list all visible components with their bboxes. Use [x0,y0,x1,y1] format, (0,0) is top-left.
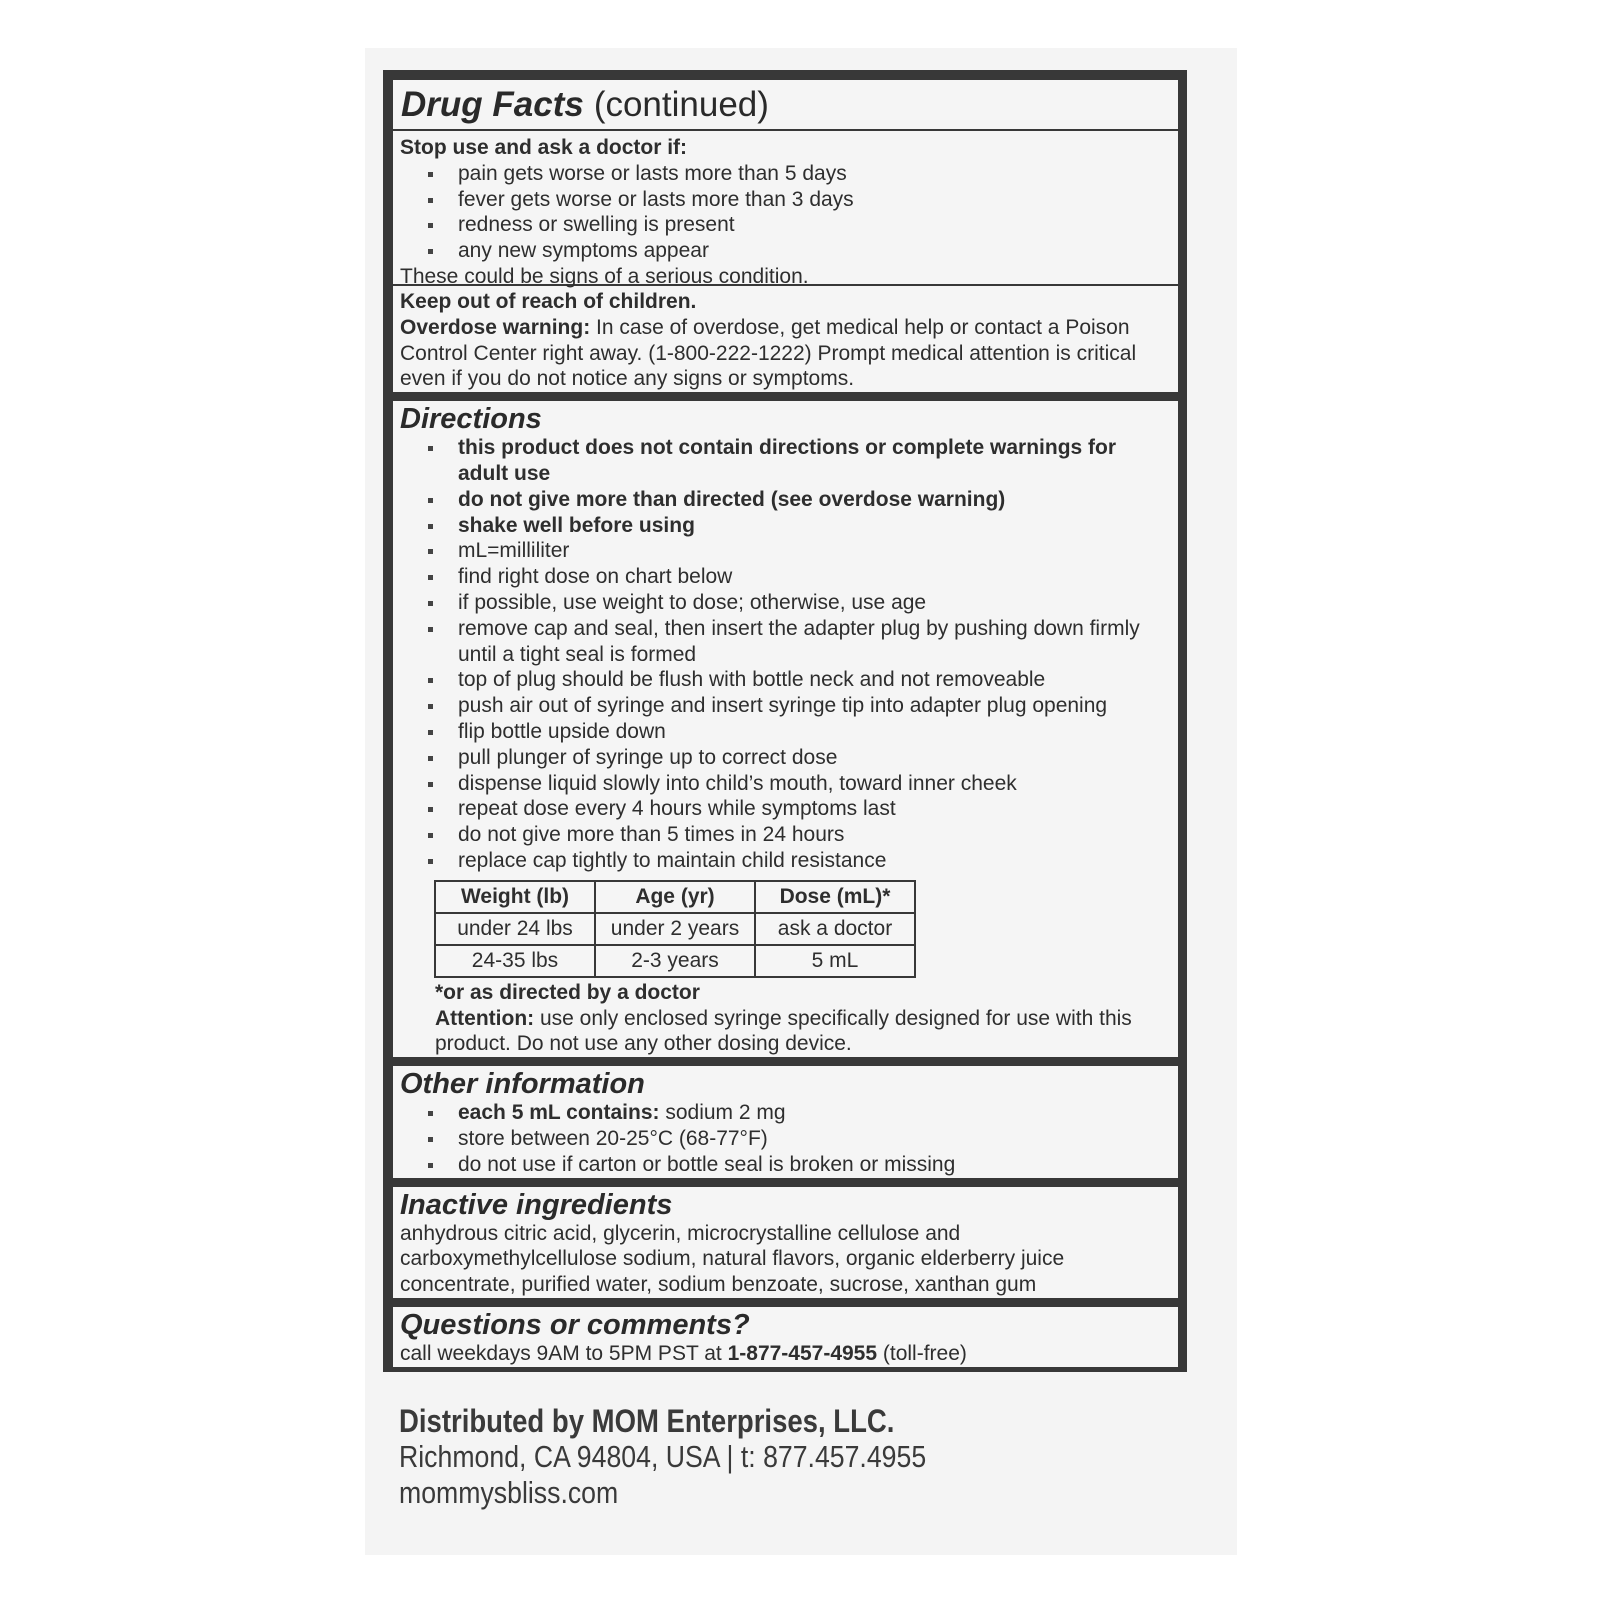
directions-list [400,435,1170,874]
table-cell: 24-35 lbs [435,945,595,977]
distributor-name: Distributed by MOM Enterprises, LLC. [399,1403,895,1439]
table-row [435,913,915,945]
other-info-list [400,1100,1170,1177]
table-cell: under 2 years [595,913,755,945]
directions-section [393,401,1178,1057]
drug-facts-title [393,80,1178,131]
list-item: fever gets worse or lasts more than 3 days [400,187,1170,213]
list-item: repeat dose every 4 hours while symptoms last [400,796,1170,822]
list-item: flip bottle upside down [400,719,1170,745]
list-item: any new symptoms appear [400,238,1170,264]
overdose-label: Overdose warning: [400,315,591,339]
distributor-block [399,1403,1199,1511]
questions-text-before: call weekdays 9AM to 5PM PST at [400,1341,728,1365]
list-item: do not give more than directed (see overdose warning) [400,487,1170,513]
questions-text-after: (toll-free) [877,1341,967,1365]
directions-heading: Directions [400,403,542,436]
panel-directions [393,401,1178,1057]
table-row [435,945,915,977]
panel-other-information [393,1066,1178,1177]
list-item: do not give more than 5 times in 24 hours [400,822,1170,848]
questions-heading: Questions or comments? [400,1308,750,1341]
list-item: if possible, use weight to dose; otherwise, use age [400,590,1170,616]
list-item [400,1100,1170,1126]
questions-section [393,1307,1178,1367]
keep-out-heading: Keep out of reach of children. [400,290,697,313]
list-item: shake well before using [400,513,1170,539]
stop-use-footer: These could be signs of a serious condition. [400,264,809,288]
table-header-row [435,881,915,913]
panel-warnings [393,80,1178,392]
stop-use-section [393,131,1178,286]
list-item: redness or swelling is present [400,212,1170,238]
inactive-text: anhydrous citric acid, glycerin, microcrystalline cellulose and carboxymethylcellulose sodium, natural flavors, organic elderberry juice concentrate, purified water, sodium benzoate, sucrose, xanthan gum [400,1221,1065,1297]
sodium-label: each 5 mL contains: [458,1101,660,1125]
panel-inactive-ingredients [393,1187,1178,1298]
table-header: Dose (mL)* [755,881,915,913]
table-header: Age (yr) [595,881,755,913]
list-item: top of plug should be flush with bottle neck and not removeable [400,667,1170,693]
list-item: store between 20-25°C (68-77°F) [400,1126,1170,1152]
list-item: pain gets worse or lasts more than 5 days [400,161,1170,187]
keep-out-section [393,286,1178,392]
dosing-table [434,880,916,978]
title-bold: Drug Facts [401,85,584,124]
list-item: replace cap tightly to maintain child resistance [400,848,1170,874]
table-cell: 5 mL [755,945,915,977]
list-item: this product does not contain directions or complete warnings for adult use [400,435,1170,487]
other-info-heading: Other information [400,1068,645,1101]
table-cell: under 24 lbs [435,913,595,945]
list-item: mL=milliliter [400,538,1170,564]
list-item: pull plunger of syringe up to correct dose [400,745,1170,771]
distributor-address: Richmond, CA 94804, USA | t: 877.457.4955 [399,1439,927,1474]
list-item: dispense liquid slowly into child’s mouth, toward inner cheek [400,771,1170,797]
title-rest: (continued) [593,85,769,124]
questions-text [400,1341,1170,1367]
attention-label: Attention: [435,1006,535,1030]
distributor-website: mommysbliss.com [399,1475,619,1510]
list-item: push air out of syringe and insert syringe tip into adapter plug opening [400,693,1170,719]
panel-questions [393,1307,1178,1367]
attention-note [400,1006,1170,1058]
stop-use-heading: Stop use and ask a doctor if: [400,136,688,159]
table-cell: 2-3 years [595,945,755,977]
inactive-section [393,1187,1178,1298]
other-info-section [393,1066,1178,1177]
list-item: do not use if carton or bottle seal is broken or missing [400,1152,1170,1178]
inactive-heading: Inactive ingredients [400,1188,673,1221]
drug-facts-frame [383,70,1187,1372]
phone-number: 1-877-457-4955 [727,1341,878,1365]
list-item: find right dose on chart below [400,564,1170,590]
stop-use-list [400,161,1170,264]
table-cell: ask a doctor [755,913,915,945]
list-item: remove cap and seal, then insert the adapter plug by pushing down firmly until a tight seal is formed [400,616,1170,668]
sodium-text: sodium 2 mg [659,1101,786,1125]
table-header: Weight (lb) [435,881,595,913]
dose-footnote: *or as directed by a doctor [435,980,700,1004]
attention-text: use only enclosed syringe specifically designed for use with this product. Do not use any other dosing device. [435,1006,1132,1056]
overdose-warning [400,315,1170,392]
overdose-text: In case of overdose, get medical help or contact a Poison Control Center right away. (1-800-222-1222) Prompt medical attention is critical even if you do not notice any signs or symptoms. [400,315,1137,391]
label-card [365,48,1237,1555]
